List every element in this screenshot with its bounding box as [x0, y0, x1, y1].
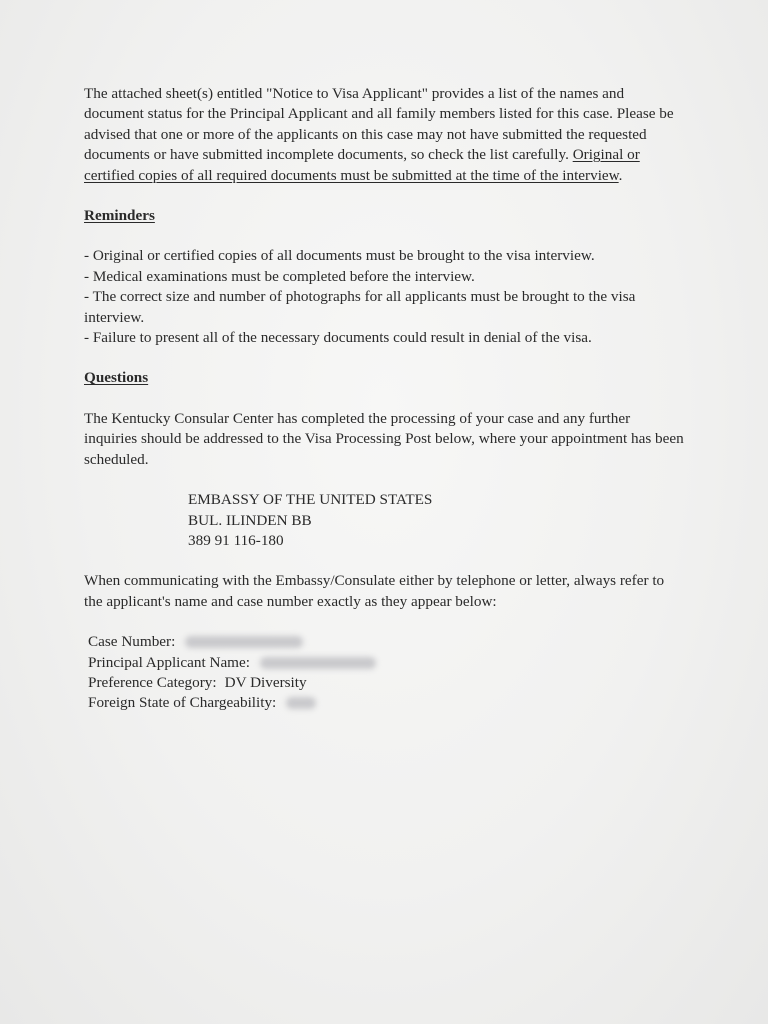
case-number-label: Case Number:	[88, 633, 176, 651]
reminders-list	[84, 246, 684, 348]
required-documents-notice: Original or certified copies of all required documents must be submitted at the time of the interview	[84, 146, 640, 184]
preference-category-row	[88, 673, 684, 693]
intro-end: .	[618, 166, 623, 184]
address-line-3: 389 91 116-180	[188, 531, 284, 549]
intro-text: The attached sheet(s) entitled "Notice to Visa Applicant" provides a list of the names and document status for the Principal Applicant and all family members listed for this case. Please be advised that one or more of the applicants on this case may not have submitted the requested documents or have submitted incomplete documents, so check the list carefully.	[84, 85, 674, 164]
foreign-state-label: Foreign State of Chargeability:	[88, 694, 277, 712]
address-line-2: BUL. ILINDEN BB	[188, 511, 312, 529]
principal-applicant-label: Principal Applicant Name:	[88, 653, 250, 671]
intro-paragraph	[84, 84, 684, 186]
embassy-address	[188, 490, 684, 551]
reminder-item: - Failure to present all of the necessary documents could result in denial of the visa.	[84, 329, 592, 347]
notice-letter	[84, 84, 684, 714]
address-line-1: EMBASSY OF THE UNITED STATES	[188, 491, 433, 509]
preference-category-label: Preference Category:	[88, 673, 217, 691]
reminder-item: - The correct size and number of photographs for all applicants must be brought to the visa interview.	[84, 288, 636, 326]
contact-instructions: When communicating with the Embassy/Consulate either by telephone or letter, always refer to the applicant's name and case number exactly as they appear below:	[84, 572, 665, 610]
redacted-case-number	[185, 636, 303, 648]
questions-paragraph: The Kentucky Consular Center has completed the processing of your case and any further inquiries should be addressed to the Visa Processing Post below, where your appointment has been scheduled.	[84, 409, 684, 468]
foreign-state-row	[88, 693, 684, 713]
redacted-foreign-state	[286, 697, 316, 709]
redacted-applicant-name	[260, 657, 376, 669]
reminder-item: - Original or certified copies of all documents must be brought to the visa interview.	[84, 247, 595, 265]
reminders-heading: Reminders	[84, 207, 155, 225]
case-number-row	[88, 632, 684, 652]
questions-heading: Questions	[84, 369, 149, 387]
preference-category-value: DV Diversity	[224, 673, 307, 691]
reminder-item: - Medical examinations must be completed before the interview.	[84, 267, 475, 285]
principal-applicant-row	[88, 653, 684, 673]
case-details	[88, 632, 684, 714]
